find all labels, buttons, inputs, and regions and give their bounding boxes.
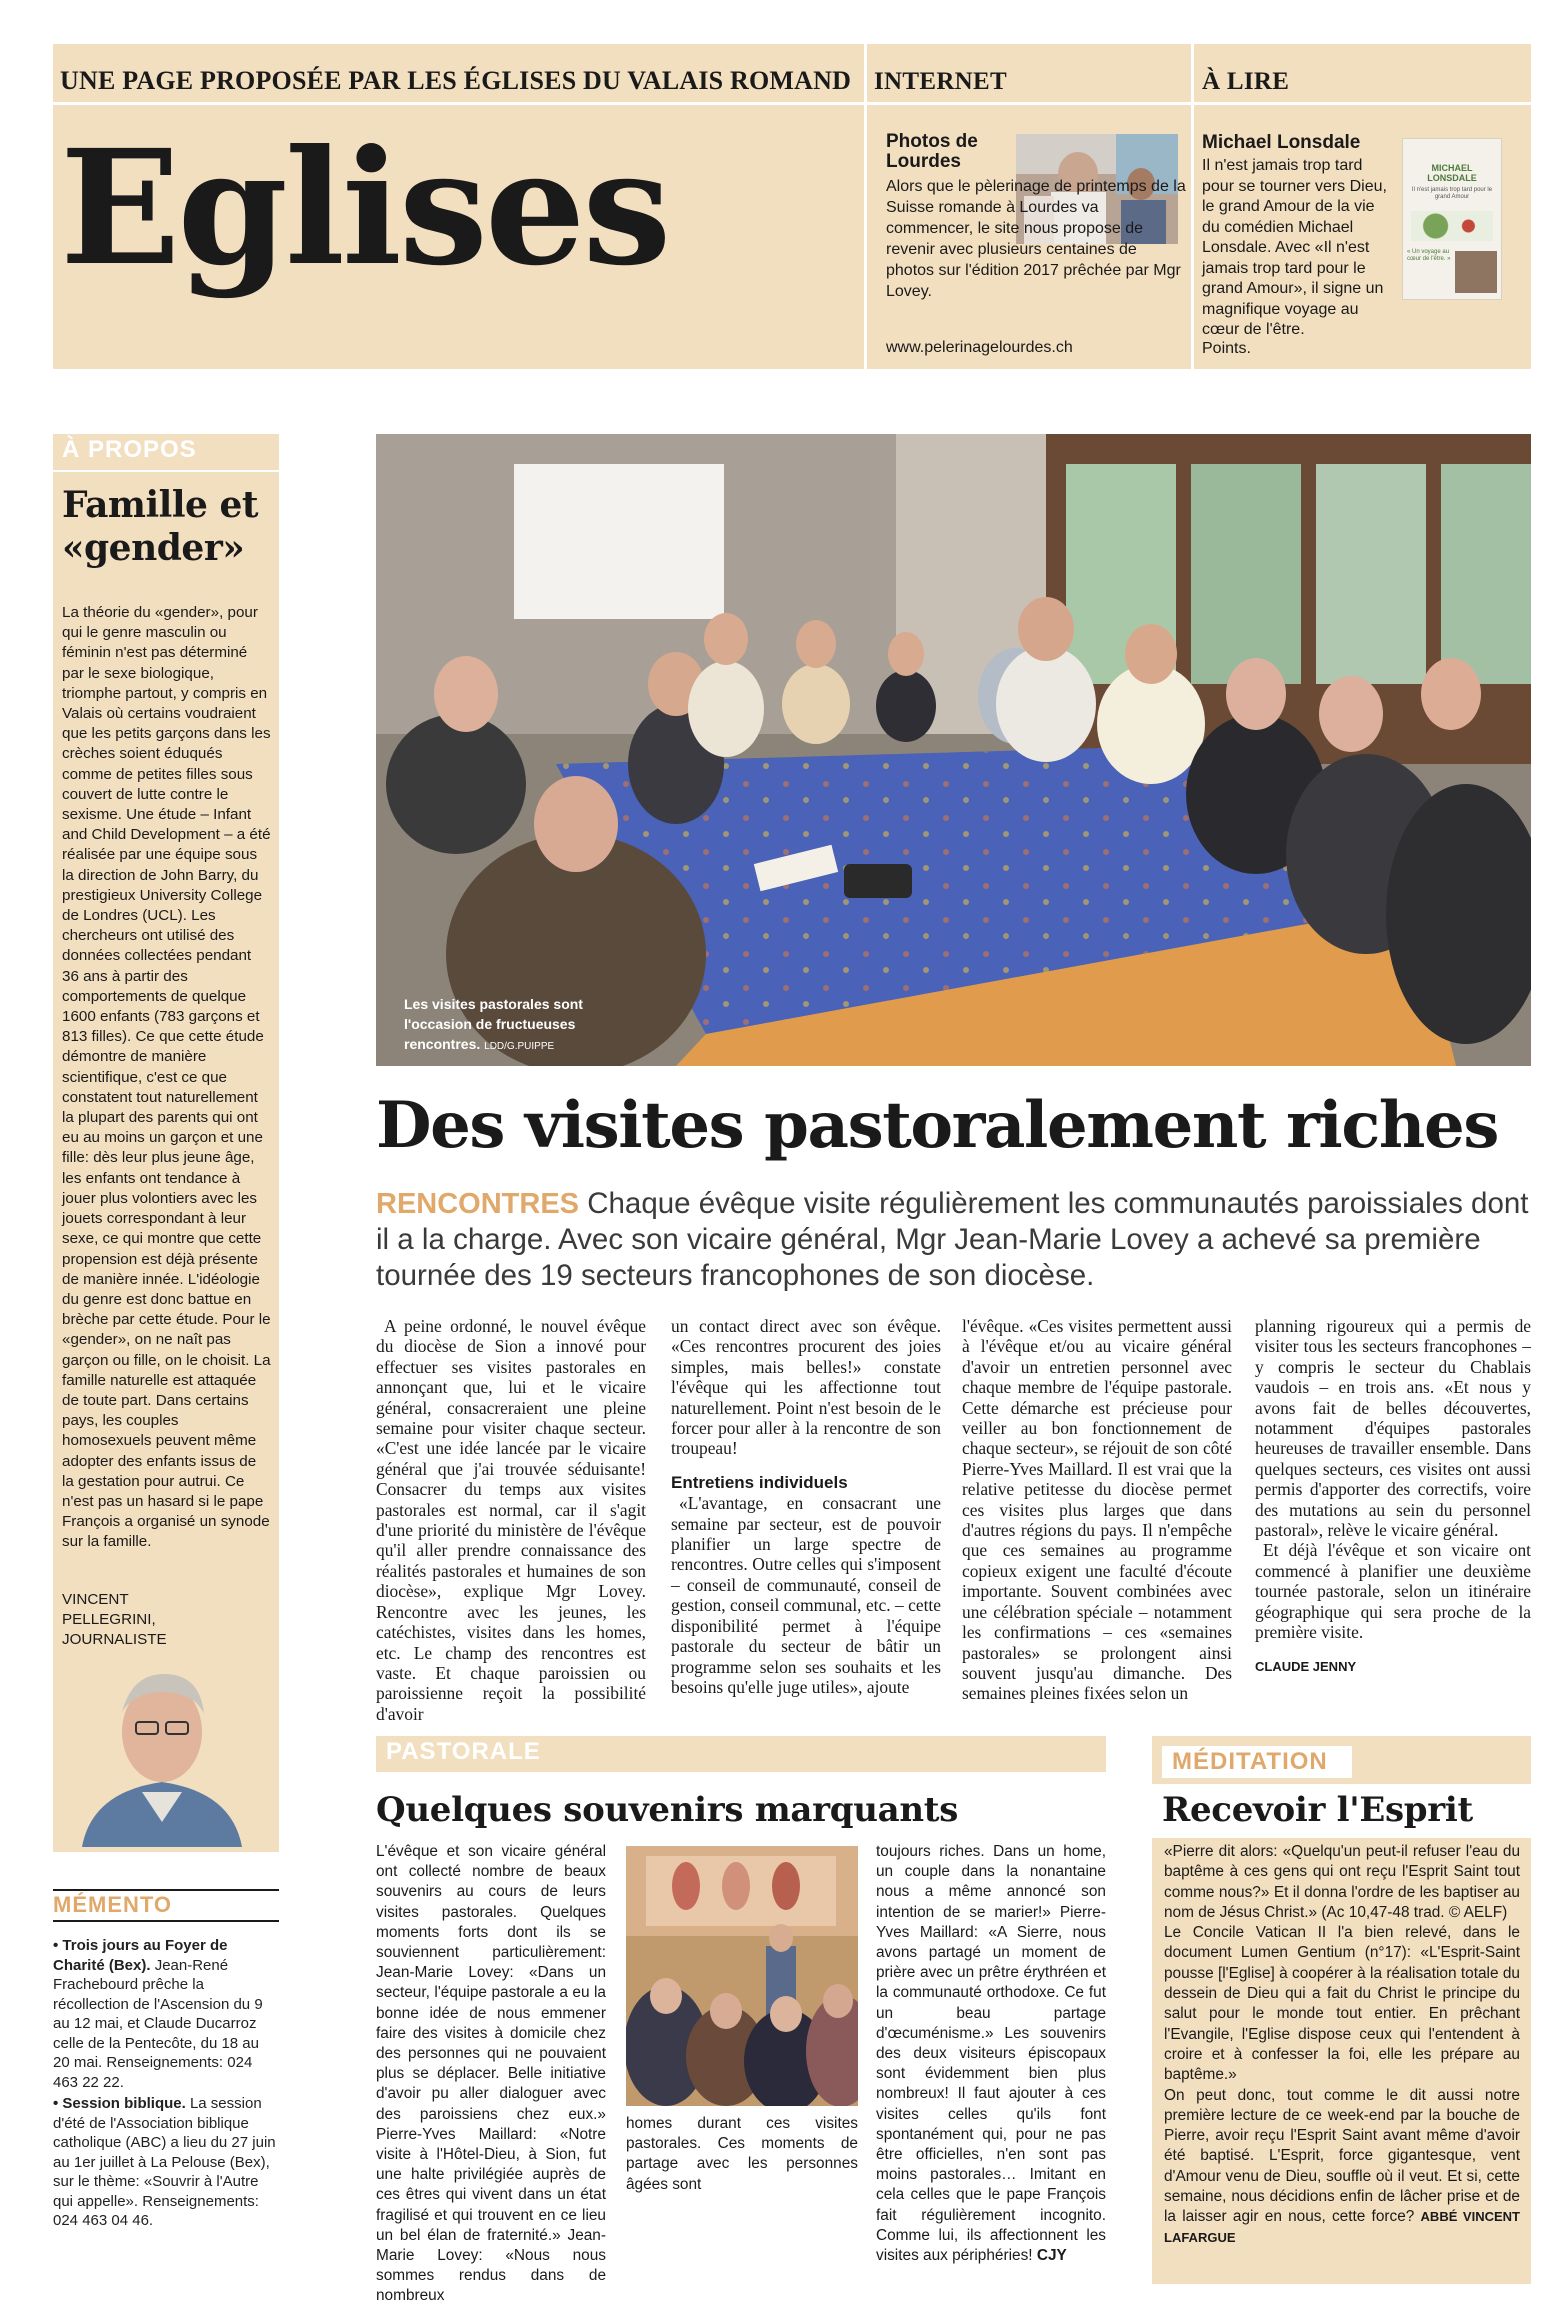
pastorale-col-2-text: homes durant ces visites pastorales. Ces moments de partage avec les personnes âgées sont bbox=[626, 2115, 858, 2193]
memento-item-1-lead: • Trois jours au Foyer de Charité (Bex). bbox=[53, 1937, 228, 1974]
main-col-4-text-a: planning rigoureux qui a permis de visiter tous les secteurs francophones – y compris le secteur du Chablais vaudois – en trois ans. «Et nous y avons fait de belles découvertes, notamment d'équipes pastorales heureuses de travailler ensemble. Dans quelques secteurs, ces visites ont aussi permis d'apporter des correctifs, voire des mutations au sein du personnel pastoral», relève le vicaire général. bbox=[1255, 1316, 1531, 1541]
book-foliage bbox=[1411, 211, 1493, 241]
pastorale-col-3-text bbox=[876, 1842, 1106, 2266]
alire-text-body: Il n'est jamais trop tard pour se tourner vers Dieu, le grand Amour de la vie du comédien Michael Lonsdale. Avec «Il n'est jamais trop tard pour le grand Amour», il signe un magnifique voyage au cœur de l'être. bbox=[1202, 157, 1387, 338]
book-subtitle: Il n'est jamais trop tard pour le grand Amour bbox=[1411, 187, 1493, 200]
main-headline: Des visites pastoralement riches bbox=[376, 1088, 1498, 1163]
alire-publisher: Points. bbox=[1202, 340, 1251, 357]
apropos-title: Famille et «gender» bbox=[62, 484, 259, 569]
internet-url[interactable]: www.pelerinagelourdes.ch bbox=[886, 339, 1073, 356]
pastorale-kicker: PASTORALE bbox=[386, 1738, 541, 1765]
meditation-body-3-text: On peut donc, tout comme le dit aussi notre première lecture de ce week-end par la bouche de Pierre, avoir reçu l'Esprit Saint avant même d'avoir été baptisé. L'Esprit, force gigantesque, vent d'Amour venu de Dieu, souffle où il veut. Et si, cette semaine, nous décidions enfin de lâcher prise et de la laisser agir en nous, cette force? bbox=[1164, 2086, 1520, 2226]
main-lead-text: Chaque évêque visite régulièrement les communautés paroissiales dont il a la charge. Avec son vicaire général, Mgr Jean-Marie Lovey a achevé sa première tournée des 19 secteurs francophones de son diocèse. bbox=[376, 1187, 1529, 1292]
meditation-body-1: «Pierre dit alors: «Quelqu'un peut-il refuser l'eau du baptême à ces gens qui ont reçu l'Esprit Saint tout comme nous?» Et il donna l'ordre de les baptiser au nom de Jésus Christ.» (Ac 10,47-48 trad. © AELF) bbox=[1164, 1843, 1520, 1921]
pastorale-col-1-text: L'évêque et son vicaire général ont collecté nombre de beaux souvenirs au cours de leurs visites pastorales. Quelques moments forts dont ils se souviennent particulièrement: Jean-Marie Lovey: «Dans un secteur, l'équipe pastorale a eu la bonne idée de nous emmener faire des visites à domicile chez des personnes qui ne pouvaient plus se déplacer. Belle initiative d'avoir pu aller dialoguer avec des paroissiens chez eux.» Pierre-Yves Maillard: «Notre visite à l'Hôtel-Dieu, à Sion, fut une halte privilégiée auprès de ces êtres qui vivent dans un état fragilisé et qui trouvent en ce lieu un bel élan de fraternité.» Jean-Marie Lovey: «Nous nous sommes rendus dans de nombreux bbox=[376, 1843, 606, 2305]
meditation-body-2: Le Concile Vatican II l'a bien relevé, dans le document Lumen Gentium (n°17): «L'Esprit-Saint pousse [l'Eglise] à coopérer à la réalisation totale du dessein de Dieu qui a fait du Christ le principe du salut pour le monde tout entier. En prêchant l'Evangile, l'Eglise dispose ceux qui l'entendent à croire et à confesser la foi, elle les prépare au baptême.» bbox=[1164, 1924, 1520, 2084]
memento-item-1 bbox=[53, 1936, 279, 2092]
memento-item-1-text: Jean-René Frachebourd prêche la récollection de l'Ascension du 9 au 12 mai, et Claude Ducarroz celle de la Pentecôte, du 18 au 20 mai. Renseignements: 024 463 22 22. bbox=[53, 1956, 263, 2091]
page-title: Eglises bbox=[60, 116, 669, 301]
meditation-body-3 bbox=[1164, 2086, 1520, 2248]
book-quote: « Un voyage au cœur de l'être. » bbox=[1407, 249, 1451, 262]
meditation-headline: Recevoir l'Esprit bbox=[1162, 1790, 1473, 1830]
main-col-2-subhead: Entretiens individuels bbox=[671, 1472, 848, 1492]
main-author: CLAUDE JENNY bbox=[1255, 1658, 1357, 1674]
main-kicker: RENCONTRES bbox=[376, 1188, 580, 1220]
alire-label: À LIRE bbox=[1202, 68, 1290, 95]
masthead-divider-2 bbox=[1191, 44, 1194, 369]
main-col-3 bbox=[962, 1316, 1232, 1704]
memento-item-2 bbox=[53, 2094, 279, 2231]
main-col-2 bbox=[671, 1316, 941, 1697]
photo-caption-text: Les visites pastorales sont l'occasion de fructueuses rencontres. bbox=[404, 996, 583, 1052]
main-col-3-text: l'évêque. «Ces visites permettent aussi à l'évêque et/ou au vicaire général d'avoir un entretien personnel avec chaque membre de l'équipe pastorale. Cette démarche est précieuse pour veiller au bon fonctionnement de chaque secteur», se réjouit de son côté Pierre-Yves Maillard. Il est vrai que la relative petitesse du diocèse permet ces visites plus larges que dans d'autres régions du pays. Il n'empêche que ces semaines au programme copieux exigent une faculté d'écoute importante. Souvent combinées avec une célébration spéciale – notamment les confirmations – ces «semaines pastorales» se prolongent ainsi souvent jusqu'au dimanche. Des semaines pleines fixées selon un bbox=[962, 1316, 1232, 1704]
internet-label: INTERNET bbox=[874, 68, 1007, 95]
main-col-1-text: A peine ordonné, le nouvel évêque du diocèse de Sion a innové pour effectuer ses visites pastorales en annonçant que, lui et le vicaire général, consacreraient une pleine semaine pour visiter chaque secteur. «C'est une idée lancée par le vicaire général que j'ai trouvée séduisante! Consacrer du temps aux visites pastorales est normal, car il s'agit d'une priorité du ministère de l'évêque qu'il aller prendre connaissance des réalités pastorales et humaines de son diocèse», explique Mgr Lovey. Rencontre avec les jeunes, les catéchistes, visites dans les homes, etc. Le champ des rencontres est vaste. Et chaque paroissien ou paroissienne reçoit la possibilité d'avoir bbox=[376, 1316, 646, 1724]
pastorale-col-2 bbox=[626, 2114, 858, 2195]
memento-item-2-text: La session d'été de l'Association biblique catholique (ABC) a lieu du 27 juin au 1er juillet à La Pelouse (Bex), sur le thème: «Souvrir à l'Autre qui appelle». Renseignements: 024 463 04 46. bbox=[53, 2095, 276, 2229]
memento-kicker: MÉMENTO bbox=[53, 1892, 173, 1917]
main-col-4-text-b: Et déjà l'évêque et son vicaire ont commencé à planifier une deuxième tournée pastorale, selon un itinéraire géographique qui sera proche de la première visite. bbox=[1255, 1540, 1531, 1643]
pastorale-headline: Quelques souvenirs marquants bbox=[376, 1790, 959, 1830]
apropos-kicker: À PROPOS bbox=[62, 436, 197, 463]
pastorale-col-3-body: toujours riches. Dans un home, un couple dans la nonantaine nous a même annoncé son intention de se marier!» Pierre-Yves Maillard: «A Sierre, nous avons partagé un moment de prière avec un prêtre érythréen et la communauté orthodoxe. Ce fut un beau partage d'œcuménisme.» Les souvenirs des deux visiteurs épiscopaux sont évidemment bien plus nombreux! Il faut ajouter à ces visites celles qu'ils font spontanément qui, pour ne pas être officielles, n'en sont pas moins pastorales… Imitant en cela celles que le pape François fait régulièrement incognito. Comme lui, ils affectionnent les visites aux périphéries! bbox=[876, 1843, 1106, 2265]
meditation-author: ABBÉ VINCENT LAFARGUE bbox=[1164, 2209, 1520, 2245]
photo-caption bbox=[404, 994, 594, 1057]
meditation-kicker: MÉDITATION bbox=[1172, 1748, 1328, 1775]
internet-title: Photos de Lourdes bbox=[886, 131, 978, 172]
pastorale-col-3 bbox=[876, 1842, 1106, 2266]
main-col-4 bbox=[1255, 1316, 1531, 1677]
alire-text bbox=[1202, 156, 1392, 341]
pastorale-photo bbox=[626, 1846, 858, 2106]
photo-credit: LDD/G.PUIPPE bbox=[484, 1041, 555, 1052]
apropos-body bbox=[62, 603, 272, 1553]
main-col-1 bbox=[376, 1316, 646, 1724]
main-photo bbox=[376, 434, 1531, 1066]
main-col-2-text-a: un contact direct avec son évêque. «Ces rencontres procurent des joies simples, mais belles!» constate l'évêque qui les affectionne tout naturellement. Point n'est besoin de le forcer pour aller à la rencontre de son troupeau! bbox=[671, 1316, 941, 1459]
masthead-divider-1 bbox=[864, 44, 867, 369]
pastorale-col-1 bbox=[376, 1842, 606, 2307]
book-cover bbox=[1402, 138, 1502, 300]
book-author-portrait bbox=[1455, 251, 1497, 293]
main-lead bbox=[376, 1186, 1531, 1294]
pastorale-author: CJY bbox=[1036, 2247, 1067, 2265]
main-col-2-text-b: «L'avantage, en consacrant une semaine par secteur, est de pouvoir planifier un large spectre de rencontres. Outre celles qui s'imposent – conseil de communauté, conseil de gestion, conseil communal, etc. – cette disponibilité permet à l'équipe pastorale du secteur de bâtir un programme selon ses souhaits et les besoins qu'elle juge utiles», ajoute bbox=[671, 1493, 941, 1697]
meditation-body bbox=[1164, 1842, 1520, 2248]
memento-rule-top bbox=[53, 1889, 279, 1891]
memento-item-2-lead: • Session biblique. bbox=[53, 2095, 186, 2112]
internet-text bbox=[886, 176, 1186, 302]
masthead-divider-horizontal bbox=[53, 102, 1531, 105]
apropos-body-text: La théorie du «gender», pour qui le genre masculin ou féminin n'est pas déterminé par le sexe biologique, triomphe partout, y compris en Valais où certains voudraient que les petits garçons dans les crèches soient éduqués comme de petites filles sous couvert de lutte contre le sexisme. Une étude – Infant and Child Development – a été réalisée par une équipe sous la direction de John Barry, du prestigieux University College de Londres (UCL). Les chercheurs ont utilisé des données collectées pendant 36 ans à partir des comportements de quelque 1600 enfants (783 garçons et 813 filles). Ce que cette étude démontre de manière scientifique, c'est ce que constatent tout naturellement la plupart des parents qui ont eu au moins un garçon et une fille: dès leur plus jeune âge, les enfants ont tendance à jouer plus volontiers avec les jouets correspondant à leur sexe, ce qui montre que cette propension est déjà présente de manière innée. L'idéologie du genre est donc battue en brèche par cette étude. Pour le «gender», on ne naît pas garçon ou fille, on le choisit. La famille naturelle est attaquée de toute part. Dans certains pays, les couples homosexuels peuvent même adopter des enfants issus de la gestation pour autrui. Ce n'est pas un hasard si le pape François a organisé un synode sur la famille. bbox=[62, 604, 271, 1551]
apropos-author: VINCENT PELLEGRINI, JOURNALISTE bbox=[62, 1591, 167, 1649]
alire-title: Michael Lonsdale bbox=[1202, 132, 1361, 153]
memento-rule-bottom bbox=[53, 1920, 279, 1922]
internet-text-body: Alors que le pèlerinage de printemps de la Suisse romande à Lourdes va commencer, le site nous propose de revenir avec plusieurs centaines de photos sur l'édition 2017 prêchée par Mgr Lovey. bbox=[886, 178, 1186, 300]
book-author: MICHAEL LONSDALE bbox=[1427, 163, 1477, 183]
author-portrait bbox=[62, 1652, 262, 1847]
masthead-tagline: UNE PAGE PROPOSÉE PAR LES ÉGLISES DU VALAIS ROMAND bbox=[60, 66, 852, 95]
